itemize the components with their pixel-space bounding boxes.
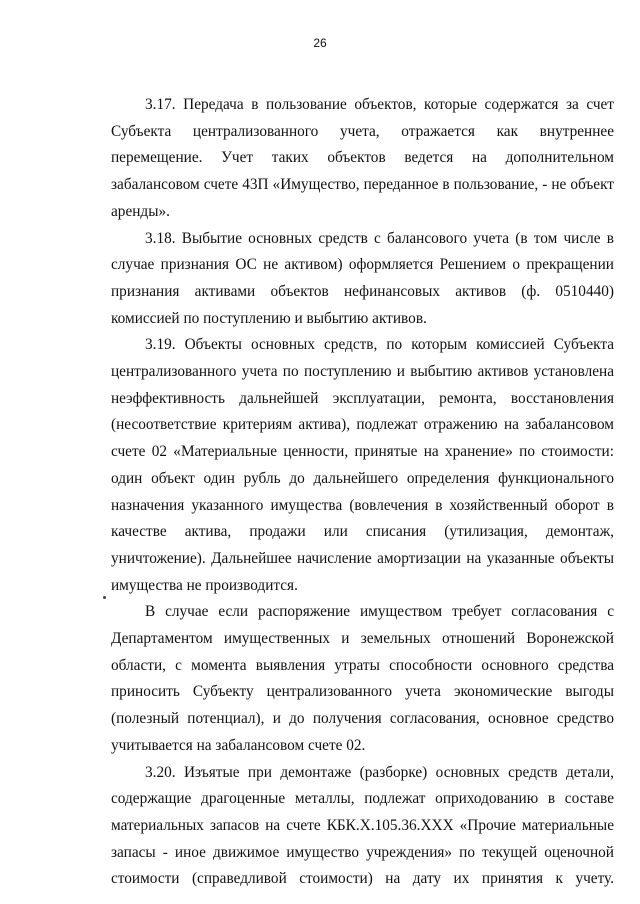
paragraph-3-17: 3.17. Передача в пользование объектов, которые содержатся за счет Субъекта централизованного учета, отражается как внутреннее перемещение. Учет таких объектов ведется на дополнительном забалансовом счете 43П «Имущество, переданное в пользование, - не объект аренды».: [111, 96, 614, 220]
paragraph-3-19: 3.19. Объекты основных средств, по которым комиссией Субъекта централизованного учета по поступлению и выбытию активов установлена неэффективность дальнейшей эксплуатации, ремонта, восстановления (несоответствие критериям актива), подлежат отражению на забалансовом счете 02 «Материальные ценности, принятые на хранение» по стоимости: один объект один рубль до дальнейшего определения функционального назначения указанного имущества (вовлечения в хозяйственный оборот в качестве актива, продажи или списания (утилизация, демонтаж, уничтожение). Дальнейшее начисление амортизации на указанные объекты имущества не производится.: [111, 336, 614, 594]
scan-artifact: [103, 596, 106, 599]
paragraph-3-20: 3.20. Изъятые при демонтаже (разборке) основных средств детали, содержащие драгоценные металлы, подлежат оприходованию в составе материальных запасов на счете КБК.Х.105.36.ХХХ «Прочие материальные запасы - иное движимое имущество учреждения» по текущей оценочной стоимости (справедливой стоимости) на дату их принятия к учету.: [111, 763, 614, 888]
paragraph-approval-note: В случае если распоряжение имуществом требует согласования с Департаментом имущественных и земельных отношений Воронежской области, с момента выявления утраты способности основного средства приносить Субъекту централизованного учета экономические выгоды (полезный потенциал), и до получения согласования, основное средство учитывается на забалансовом счете 02.: [111, 603, 614, 754]
page-number: 26: [313, 36, 327, 50]
document-body: [111, 92, 614, 893]
paragraph-3-18: 3.18. Выбытие основных средств с балансового учета (в том числе в случае признания ОС не активом) оформляется Решением о прекращении признания активами объектов нефинансовых активов (ф. 0510440) комиссией по поступлению и выбытию активов.: [111, 229, 614, 327]
